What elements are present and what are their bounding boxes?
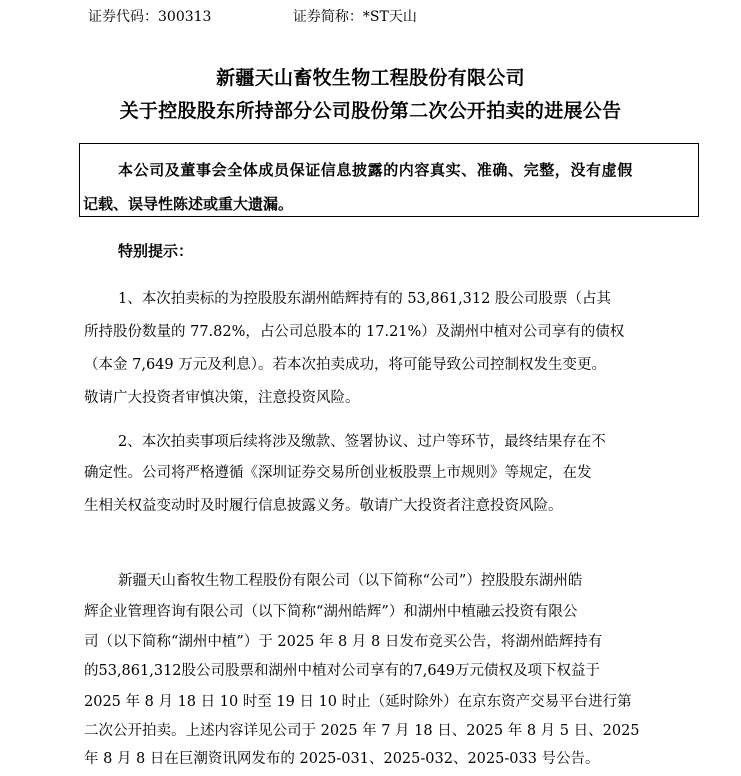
declaration-line-1: 本公司及董事会全体成员保证信息披露的内容真实、准确、完整，没有虚假 xyxy=(118,161,633,179)
special-notice-heading: 特别提示： xyxy=(118,242,194,260)
special-item-1-line: 敬请广大投资者审慎决策，注意投资风险。 xyxy=(84,390,360,406)
body-line: 新疆天山畜牧生物工程股份有限公司（以下简称“公司”）控股股东湖州皓 xyxy=(118,573,583,589)
securities-header xyxy=(88,6,417,26)
body-line: 2025 年 8 月 18 日 10 时至 19 日 10 时止（延时除外）在京东资产交易平台进行第 xyxy=(84,694,632,710)
securities-abbreviation: 证券简称：*ST天山 xyxy=(292,9,417,25)
body-line: 辉企业管理咨询有限公司（以下简称“湖州皓辉”）和湖州中植融云投资有限公 xyxy=(84,604,578,620)
special-item-2-line: 生相关权益变动时及时履行信息披露义务。敬请广大投资者注意投资风险。 xyxy=(84,498,563,514)
body-line: 司（以下简称“湖州中植”）于 2025 年 8 月 8 日发布竞买公告，将湖州皓辉持有 xyxy=(84,634,603,650)
special-item-1-line: 所持股份数量的 77.82%，占公司总股本的 17.21%）及湖州中植对公司享有的债权 xyxy=(84,324,625,340)
special-item-1-line: 1、本次拍卖标的为控股股东湖州皓辉持有的 53,861,312 股公司股票（占其 xyxy=(118,291,611,307)
declaration-line-2: 记载、误导性陈述或重大遗漏。 xyxy=(83,195,294,213)
announcement-title: 关于控股股东所持部分公司股份第二次公开拍卖的进展公告 xyxy=(119,100,622,122)
body-line: 二次公开拍卖。上述内容详见公司于 2025 年 7 月 18 日、2025 年 8 月 5 日、2025 xyxy=(84,723,640,739)
special-item-1-line: （本金 7,649 万元及利息）。若本次拍卖成功，将可能导致公司控制权发生变更。 xyxy=(84,357,606,373)
body-line: 的53,861,312股公司股票和湖州中植对公司享有的7,649万元债权及项下权益于 xyxy=(84,663,601,679)
company-title: 新疆天山畜牧生物工程股份有限公司 xyxy=(216,67,525,89)
special-item-2-line: 2、本次拍卖事项后续将涉及缴款、签署协议、过户等环节，最终结果存在不 xyxy=(118,434,606,450)
board-declaration-box xyxy=(79,143,699,217)
special-item-2-line: 确定性。公司将严格遵循《深圳证券交易所创业板股票上市规则》等规定，在发 xyxy=(84,465,592,481)
body-line: 年 8 月 8 日在巨潮资讯网发布的 2025-031、2025-032、2025-033 号公告。 xyxy=(84,751,600,767)
securities-code: 证券代码：300313 xyxy=(88,9,212,25)
